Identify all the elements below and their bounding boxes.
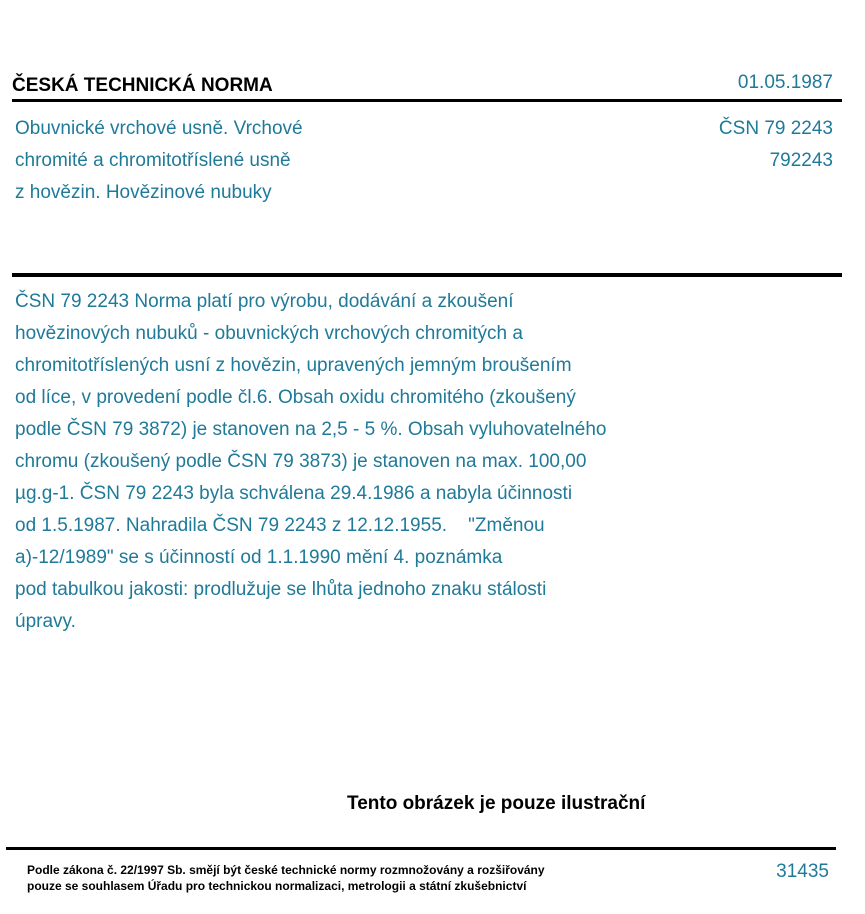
standard-title-line: Obuvnické vrchové usně. Vrchové [15, 118, 303, 139]
document-number: 31435 [776, 861, 829, 882]
abstract-line: podle ČSN 79 3872) je stanoven na 2,5 - 5 %. Obsah vyluhovatelného [15, 419, 607, 440]
section-divider [12, 273, 842, 277]
document-date: 01.05.1987 [737, 72, 833, 93]
abstract-line: od 1.5.1987. Nahradila ČSN 79 2243 z 12.12.1955. "Změnou [15, 515, 545, 536]
illustration-note: Tento obrázek je pouze ilustrační [347, 793, 646, 814]
abstract-line: chromu (zkoušený podle ČSN 79 3873) je stanoven na max. 100,00 [15, 451, 587, 472]
abstract-line: ČSN 79 2243 Norma platí pro výrobu, dodávání a zkoušení [15, 291, 514, 312]
abstract-line: pod tabulkou jakosti: prodlužuje se lhůta jednoho znaku stálosti [15, 579, 547, 600]
standard-abstract [15, 286, 607, 638]
standard-title [15, 113, 303, 209]
standard-title-line: chromité a chromitotříslené usně [15, 150, 291, 171]
standard-code: ČSN 79 2243 [718, 118, 833, 139]
abstract-line: µg.g-1. ČSN 79 2243 byla schválena 29.4.1986 a nabyla účinnosti [15, 483, 573, 504]
standard-title-line: z hovězin. Hovězinové nubuky [15, 182, 272, 203]
abstract-line: od líce, v provedení podle čl.6. Obsah oxidu chromitého (zkoušený [15, 387, 576, 408]
abstract-line: úpravy. [15, 611, 76, 632]
abstract-line: a)-12/1989" se s účinností od 1.1.1990 mění 4. poznámka [15, 547, 503, 568]
copyright-notice [27, 862, 545, 894]
abstract-line: hovězinových nubuků - obuvnických vrchových chromitých a [15, 323, 523, 344]
header-divider [12, 99, 842, 102]
copyright-line: Podle zákona č. 22/1997 Sb. smějí být české technické normy rozmnožovány a rozšiřovány [27, 863, 545, 877]
abstract-line: chromitotříslených usní z hovězin, upravených jemným broušením [15, 355, 572, 376]
copyright-line: pouze se souhlasem Úřadu pro technickou normalizaci, metrologii a státní zkušebnictví [27, 879, 527, 893]
standard-class-number: 792243 [769, 150, 833, 171]
document-header-title: ČESKÁ TECHNICKÁ NORMA [12, 75, 273, 96]
footer-divider [6, 847, 836, 850]
standard-codes [719, 113, 833, 177]
